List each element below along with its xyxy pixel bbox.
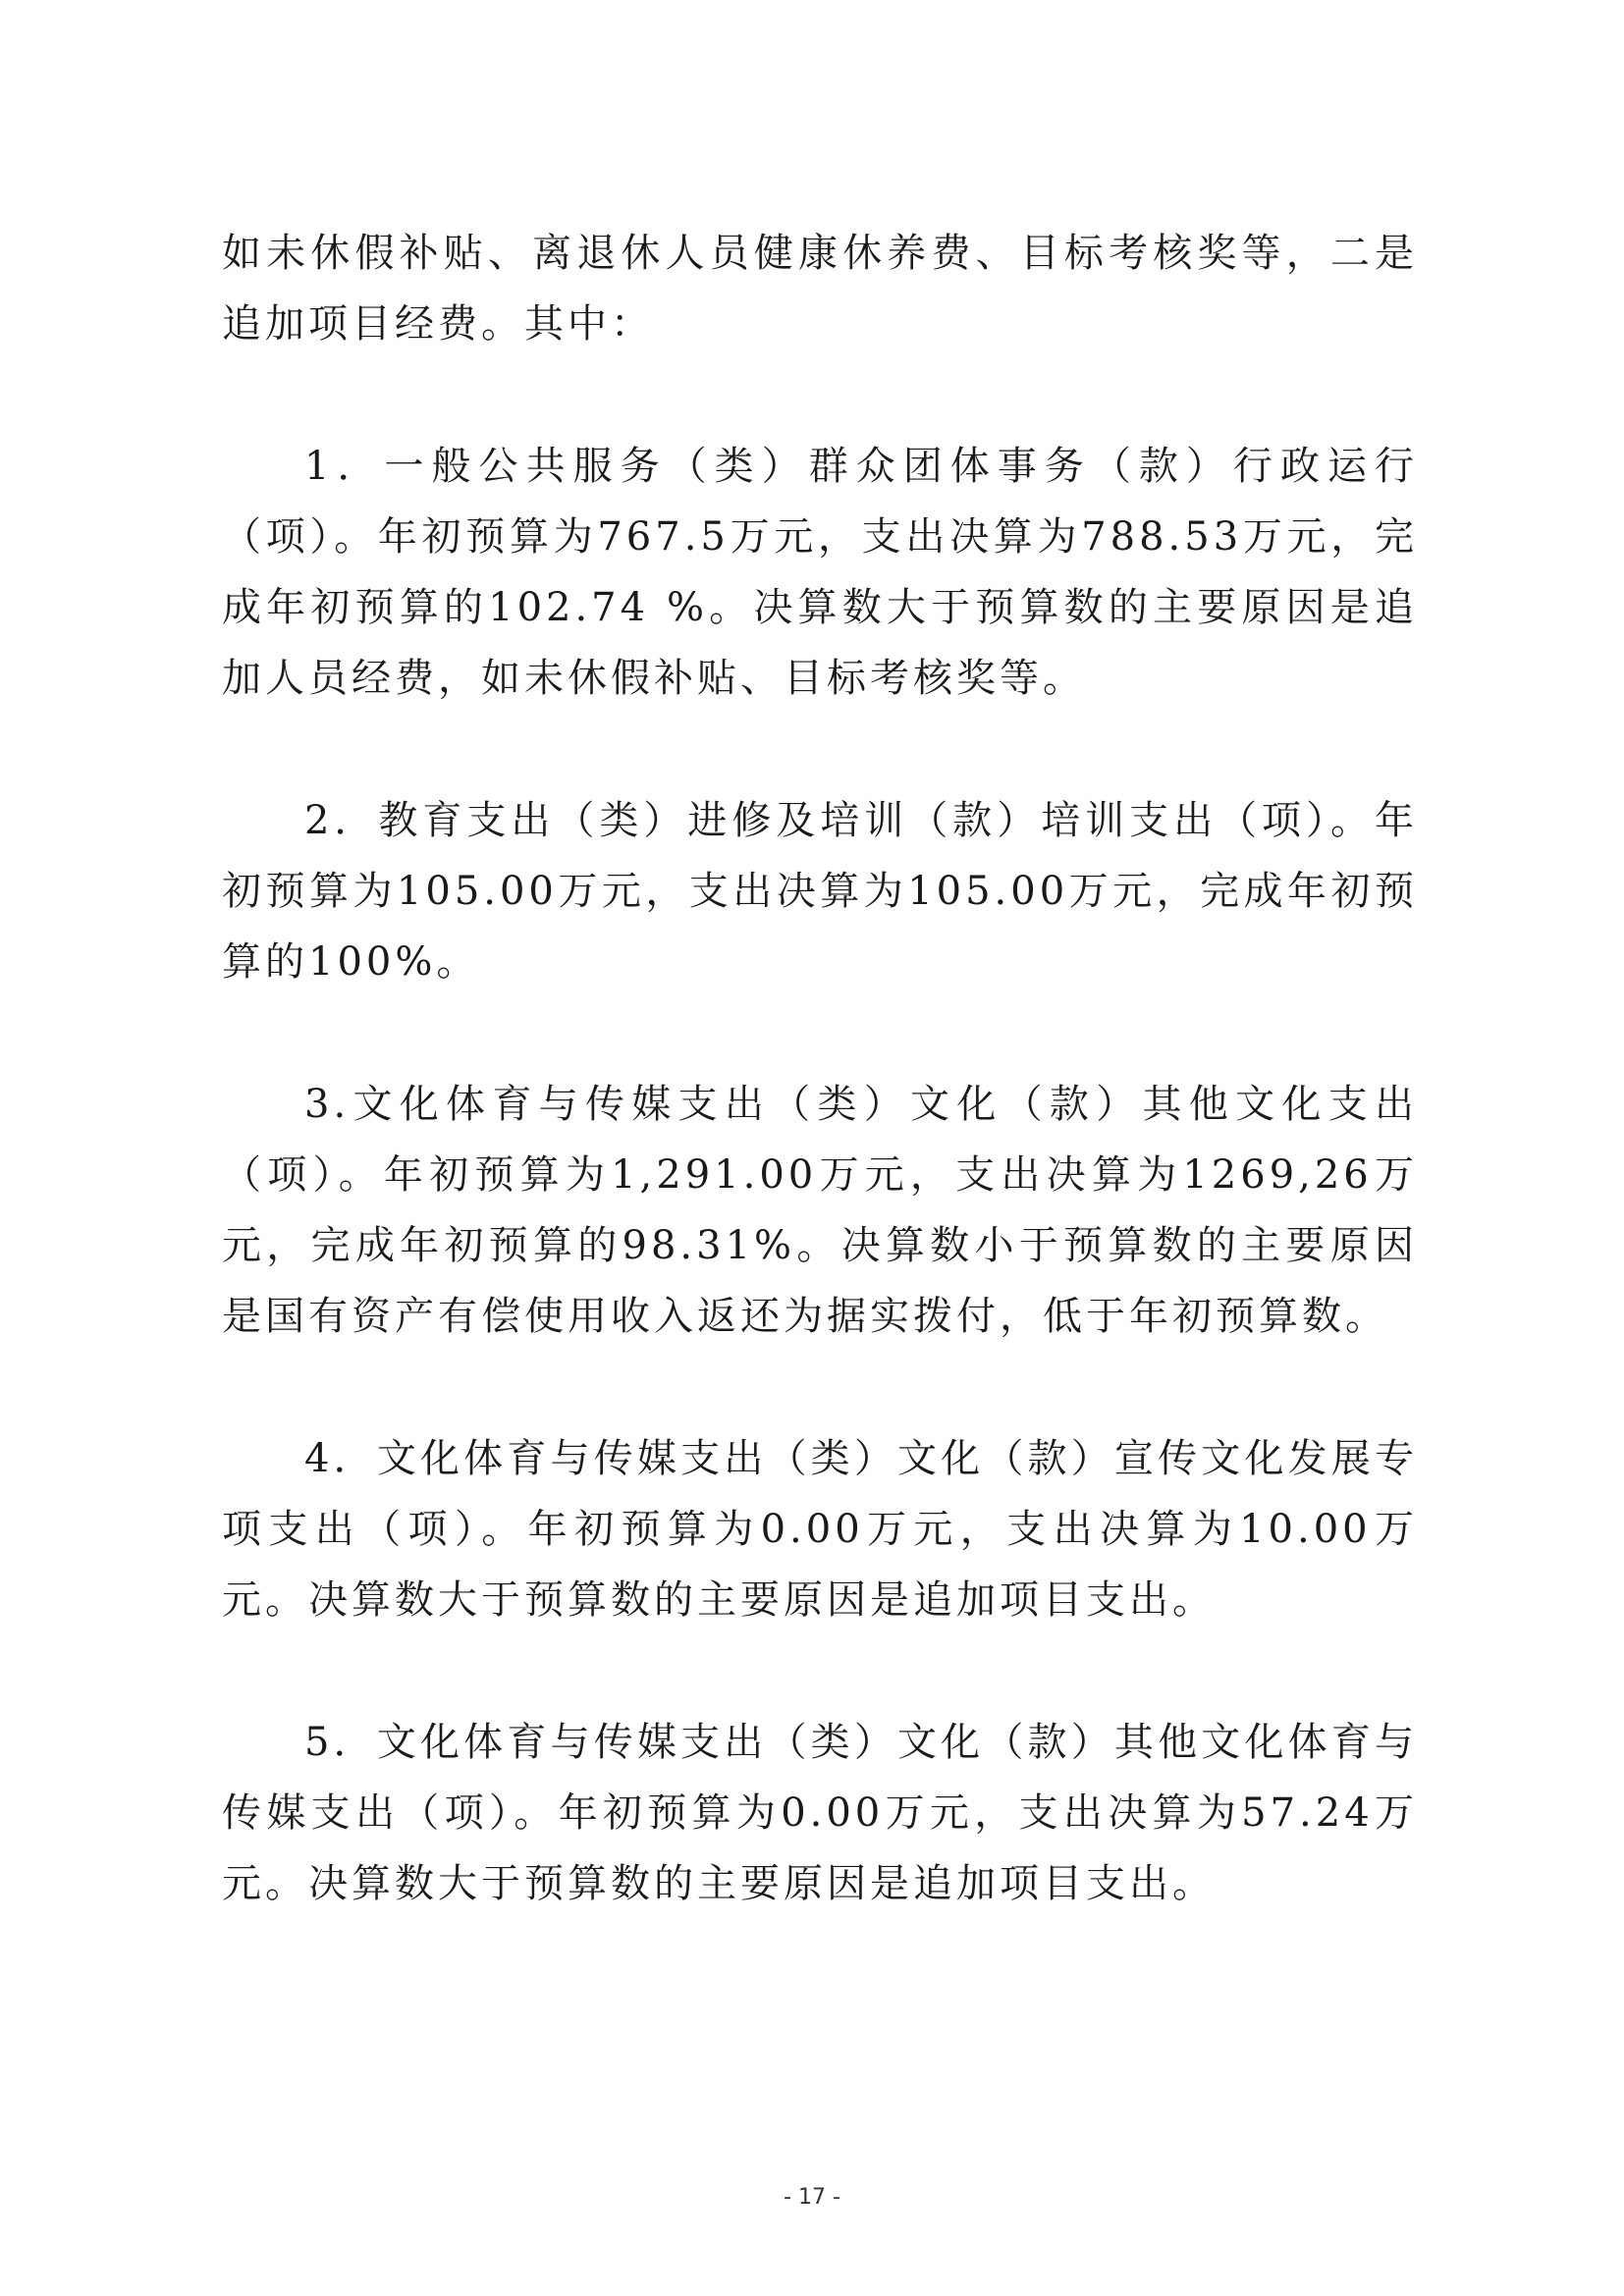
paragraph-gap	[222, 1635, 1418, 1707]
paragraph-gap	[222, 714, 1418, 785]
paragraph-gap	[222, 997, 1418, 1069]
paragraph-item-3: 3.文化体育与传媒支出（类）文化（款）其他文化支出（项）。年初预算为1,291.00万元，支出决算为1269,26万元，完成年初预算的98.31%。决算数小于预算数的主要原因是国有资产有偿使用收入返还为据实拨付，低于年初预算数。	[222, 1082, 1418, 1339]
paragraph-item-5: 5．文化体育与传媒支出（类）文化（款）其他文化体育与传媒支出（项）。年初预算为0.00万元，支出决算为57.24万元。决算数大于预算数的主要原因是追加项目支出。	[222, 1720, 1418, 1906]
page-number: - 17 -	[784, 2185, 840, 2210]
paragraph-item-1: 1．一般公共服务（类）群众团体事务（款）行政运行（项）。年初预算为767.5万元，支出决算为788.53万元，完成年初预算的102.74 %。决算数大于预算数的主要原因是追加人员经费，如未休假补贴、目标考核奖等。	[222, 444, 1418, 701]
paragraph-continuation: 如未休假补贴、离退休人员健康休养费、目标考核奖等，二是追加项目经费。其中：	[222, 231, 1418, 347]
page-body	[222, 218, 1418, 1919]
paragraph-item-4: 4．文化体育与传媒支出（类）文化（款）宣传文化发展专项支出（项）。年初预算为0.00万元，支出决算为10.00万元。决算数大于预算数的主要原因是追加项目支出。	[222, 1436, 1418, 1623]
paragraph-item-2: 2．教育支出（类）进修及培训（款）培训支出（项）。年初预算为105.00万元，支出决算为105.00万元，完成年初预算的100%。	[222, 798, 1418, 985]
paragraph-gap	[222, 1352, 1418, 1423]
paragraph-gap	[222, 359, 1418, 431]
